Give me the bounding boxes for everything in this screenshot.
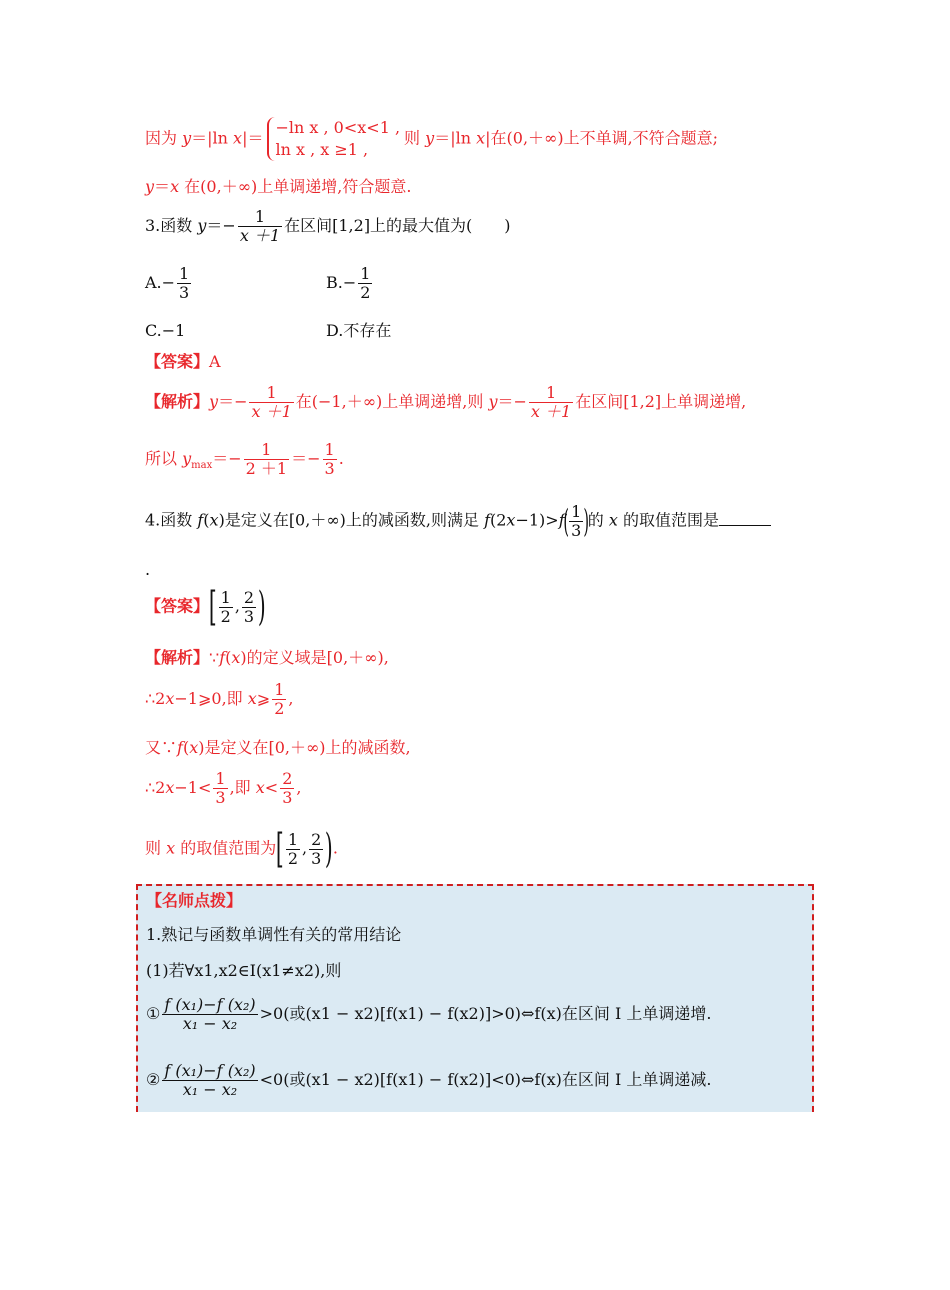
fraction: $\frac{1}{3}$ xyxy=(179,264,190,302)
fraction: $\frac{1}{3}$ xyxy=(571,501,582,540)
answer-4: 【答案】[ $\frac{1}{2}$ , $\frac{2}{3}$ ) xyxy=(145,584,266,630)
tip-rule-1: ① $\frac{\text{f (x₁)−f (x₂)}}{\text{x₁ − x₂}}$ >0(或(x1 − x2)[f(x1) − f(x2)]>0)⇔f(x)在区间 I 上单调递增. xyxy=(146,995,712,1033)
explanation-line-ln: 因为 y＝|ln x|＝ −ln x , 0<x<1 , ln x , x ≥1 , 则 y＝|ln x|在(0,＋∞)上不单调,不符合题意; xyxy=(145,118,719,159)
fraction: $\frac{1}{x +1}$ xyxy=(239,207,281,245)
tip-heading: 1.熟记与函数单调性有关的常用结论 xyxy=(146,925,402,944)
fraction: $\frac{1}{3}$ xyxy=(324,440,335,478)
explanation-4-line-4: ∴2x−1< $\frac{1}{3}$ ,即 x< $\frac{2}{3}$ , xyxy=(145,769,302,807)
fraction: $\frac{\text{f (x₁)−f (x₂)}}{\text{x₁ − x₂}}$ xyxy=(164,1061,256,1099)
fraction: $\frac{2}{3}$ xyxy=(282,769,293,807)
explanation-4-line-2: ∴2x−1⩾0,即 x⩾ $\frac{1}{2}$ , xyxy=(145,680,294,718)
fraction: $\frac{1}{2}$ xyxy=(360,264,371,302)
answer-blank xyxy=(719,510,771,526)
question-4-stem: 4.函数 f(x)是定义在[0,＋∞)上的减函数,则满足 f(2x−1)>f( $\frac{1}{3}$ )的 x 的取值范围是 xyxy=(145,502,771,540)
tip-callout xyxy=(136,884,814,1112)
option-a: A.− $\frac{1}{3}$ xyxy=(145,264,190,302)
stem-period: . xyxy=(145,560,151,579)
fraction: $\frac{1}{2}$ xyxy=(220,587,231,626)
fraction: $\frac{2}{3}$ xyxy=(311,829,322,868)
option-c: C.−1 xyxy=(145,321,186,340)
option-b: B.− $\frac{1}{2}$ xyxy=(326,264,371,302)
fraction: $\frac{1}{2 +1}$ xyxy=(245,440,288,478)
fraction: $\frac{1}{x +1}$ xyxy=(251,383,292,421)
fraction: $\frac{1}{2}$ xyxy=(274,680,285,718)
question-3-stem: 3.函数 y＝− $\frac{1}{x +1}$ 在区间[1,2]上的最大值为( ) xyxy=(145,207,511,245)
answer-3: 【答案】A xyxy=(145,352,221,371)
option-d: D.不存在 xyxy=(326,321,392,340)
explanation-line-yx: y＝x 在(0,＋∞)上单调递增,符合题意. xyxy=(145,177,412,196)
piecewise-system: −ln x , 0<x<1 , ln x , x ≥1 , xyxy=(267,117,400,161)
tip-condition: (1)若∀x1,x2∈I(x1≠x2),则 xyxy=(146,961,342,980)
fraction: $\frac{2}{3}$ xyxy=(243,587,255,626)
tip-title: 【名师点拨】 xyxy=(146,891,243,910)
fraction: $\frac{1}{x +1}$ xyxy=(530,383,572,421)
explanation-3-line-2: 所以 $y_{max}=-$ $\frac{1}{2 +1}$ ＝− $\frac{1}{3}$ . xyxy=(145,440,344,478)
explanation-4-line-5: 则 x 的取值范围为[ $\frac{1}{2}$ , $\frac{2}{3}$ ). xyxy=(145,826,338,872)
fraction: $\frac{\text{f (x₁)−f (x₂)}}{\text{x₁ − x₂}}$ xyxy=(164,995,256,1033)
explanation-4-line-3: 又∵f(x)是定义在[0,＋∞)上的减函数, xyxy=(145,738,411,757)
explanation-4-line-1: 【解析】∵f(x)的定义域是[0,＋∞), xyxy=(145,648,389,667)
explanation-3-line-1: 【解析】y＝− $\frac{1}{x +1}$ 在(−1,＋∞)上单调递增,则 y＝− $\frac{1}{x +1}$ 在区间[1,2]上单调递增, xyxy=(145,383,747,421)
fraction: $\frac{1}{3}$ xyxy=(215,769,226,807)
fraction: $\frac{1}{2}$ xyxy=(287,829,299,868)
tip-rule-2: ② $\frac{\text{f (x₁)−f (x₂)}}{\text{x₁ − x₂}}$ <0(或(x1 − x2)[f(x1) − f(x2)]<0)⇔f(x)在区间 I 上单调递减. xyxy=(146,1061,712,1099)
